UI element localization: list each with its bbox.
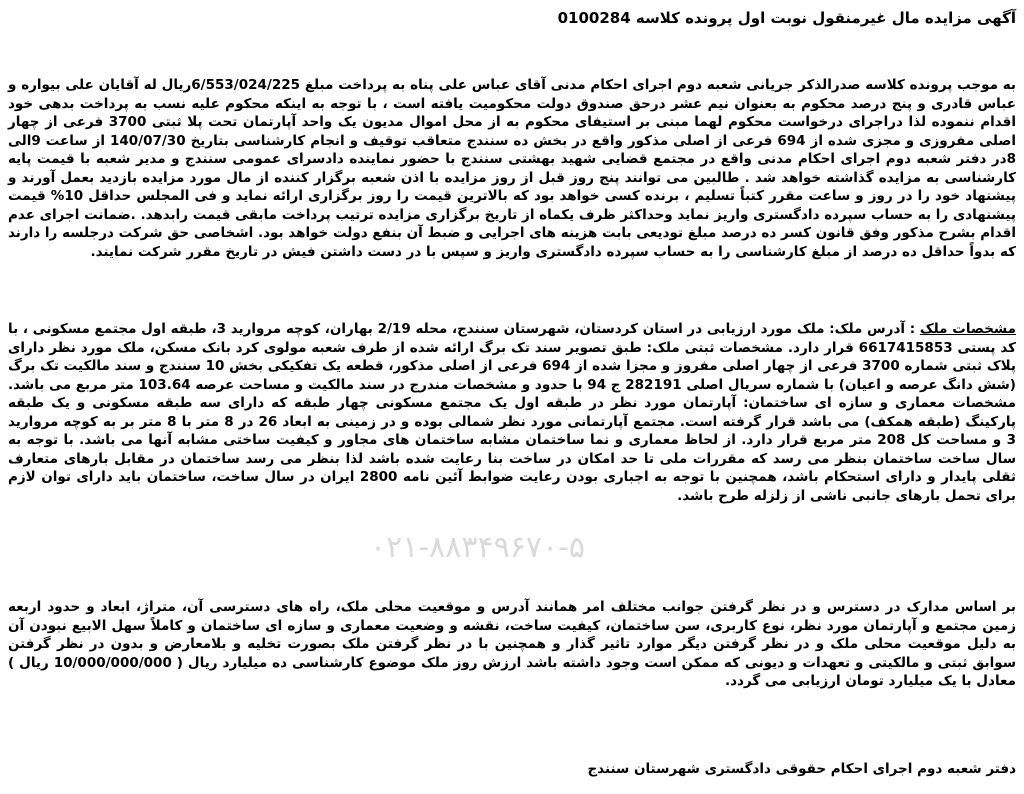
notice-title: آگهی مزایده مال غیرمنقول نوبت اول پرونده کلاسه 0100284	[557, 9, 1016, 27]
valuation-paragraph: بر اساس مدارک در دسترس و در نظر گرفتن جوانب مختلف امر همانند آدرس و موقعیت محلی ملک، راه های دسترسی آن، متراژ، ابعاد و حدود اربعه زمین مجتمع و آپارتمان مورد نظر، نوع کاربری، سن ساختمان، کیفیت ساخت، نقشه و وضعیت معماری و سازه ای ساختمان و کاملاً سهل الابیع نبودن آن به دلیل موقعیت محلی ملک و در نظر گرفتن دیگر موارد تاثیر گذار و همچنین با در نظر گرفتن ملک بصورت تخلیه و بلامعارض و بدون در نظر گرفتن سوابق ثبتی و مالکیتی و تعهدات و دیونی که ممکن است وجود داشته باشد ارزش روز ملک موضوع کارشناسی ده میلیارد ریال ( 10/000/000/000 ریال ) معادل با یک میلیارد تومان ارزیابی می گردد.	[8, 599, 1016, 689]
property-specs-label: مشخصات ملک	[919, 321, 1017, 337]
issuer-signature: دفتر شعبه دوم اجرای احکام حقوقی دادگستری شهرستان سنندج	[587, 761, 1016, 777]
notice-body-paragraph: به موجب پرونده کلاسه صدرالذکر جریانی شعبه دوم اجرای احکام مدنی آقای عباس علی پناه به پرداخت مبلغ 6/553/024/225ریال له آقایان علی بیواره و عباس قادری و پنج درصد محکوم به بعنوان نیم عشر درحق صندوق دولت محکومیت یافته است ، با توجه به اینکه محکوم علیه نسب به پرداخت بدهی خود اقدام ننموده لذا دراجرای درخواست محکوم لهما مبنی بر استیفای محکوم به از محل اموال مدیون یک واحد آپارتمان تحت پلا ثبتی 3700 فرعی از چهار اصلی مفروزی و مجزی شده از 694 فرعی از اصلی مذکور واقع در بخش ده سنندج متعاقب توقیف و انجام کارشناسی بتاریخ 140/07/30 از ساعت 9الی 8در دفتر شعبه دوم اجرای احکام مدنی واقع در مجتمع قضایی شهید بهشتی سنندج با حضور نماینده دادسرای عمومی سنندج و مدیر شعبه با قیمت پایه کارشناسی به مزایده گذاشته خواهد شد . طالبین می توانند پنج روز قبل از روز مزایده با اذن شعبه برگزار کننده از مال مورد مزایده بازدید بعمل آورند و پیشنهاد خود را در روز و ساعت مقرر کتباً تسلیم ، برنده کسی خواهد بود که بالاترین قیمت را روز برگزاری ارائه نماید و فی المجلس حداقل 10% قیمت پیشنهادی را به حساب سپرده دادگستری واریز نماید وحداکثر ظرف یکماه از تاریخ برگزاری مزایده ترتیب پرداخت مابقی قیمت رابدهد. .ضمانت اجرای عدم اقدام بشرح مذکور وفق قانون کسر ده درصد مبلغ تودیعی بابت هزینه های اجرایی و ضبط آن بنفع دولت خواهد بود. اشخاصی حق شرکت درجلسه را دارند که بدواً حداقل ده درصد از مبلغ کارشناسی را به حساب سپرده دادگستری واریز و سپس با در دست داشتن فیش در تاریخ مقرر شرکت نمایند.	[8, 77, 1017, 260]
phone-watermark: ۰۲۱-۸۸۳۴۹۶۷۰-۵	[370, 530, 586, 565]
property-specs-text: : آدرس ملک: ملک مورد ارزیابی در استان کردستان، شهرستان سنندج، محله 2/19 بهاران، کوچه مروارید 3، طبقه اول مجتمع مسکونی ، با کد پستی 6617415853 قرار دارد. مشخصات ثبتی ملک: طبق تصویر سند تک برگ ارائه شده از طرف شعبه مولوی کرد بانک مسکن، ملک مورد نظر دارای پلاک ثبتی شماره 3700 فرعی از چهار اصلی مفروز و مجزا شده از 694 فرعی از اصلی مذکور، قطعه یک تفکیکی بخش 10 سنندج و سند مالکیت تک برگ (شش دانگ عرصه و اعیان) با شماره سریال اصلی 282191 ج 94 با حدود و مشخصات مندرج در سند مالکیت و مساحت عرصه 103.64 متر مربع می باشد. مشخصات معماری و سازه ای ساختمان: آپارتمان مورد نظر در طبقه اول یک مجتمع مسکونی چهار طبقه که دارای سه طبقه مسکونی و یک طبقه پارکینگ (طبقه همکف) می باشد قرار گرفته است. مجتمع آپارتمانی مورد نظر شمالی بوده و در زمینی به ابعاد 26 در 8 متر با 8 متر بر به کوچه مروارید 3 و مساحت کل 208 متر مربع قرار دارد. از لحاظ معماری و نما ساختمان مشابه ساختمان های مجاور و کیفیت ساختی مشابه آنها می باشد. با توجه به سال ساخت ساختمان بنظر می رسد که مقررات ملی تا حد امکان در ساخت بنا رعایت شده باشد لذا بنظر می رسد ساختمان در مقابل بارهای متعارف ثقلی پایدار و دارای استحکام باشد، همچنین با توجه به اجباری بودن رعایت ضوابط آئین نامه 2800 ایران در سال ساخت، ساختمان باید دارای توان لازم برای تحمل بارهای جانبی ناشی از زلزله طرح باشد.	[8, 321, 1017, 504]
property-specs-paragraph	[8, 320, 1016, 505]
